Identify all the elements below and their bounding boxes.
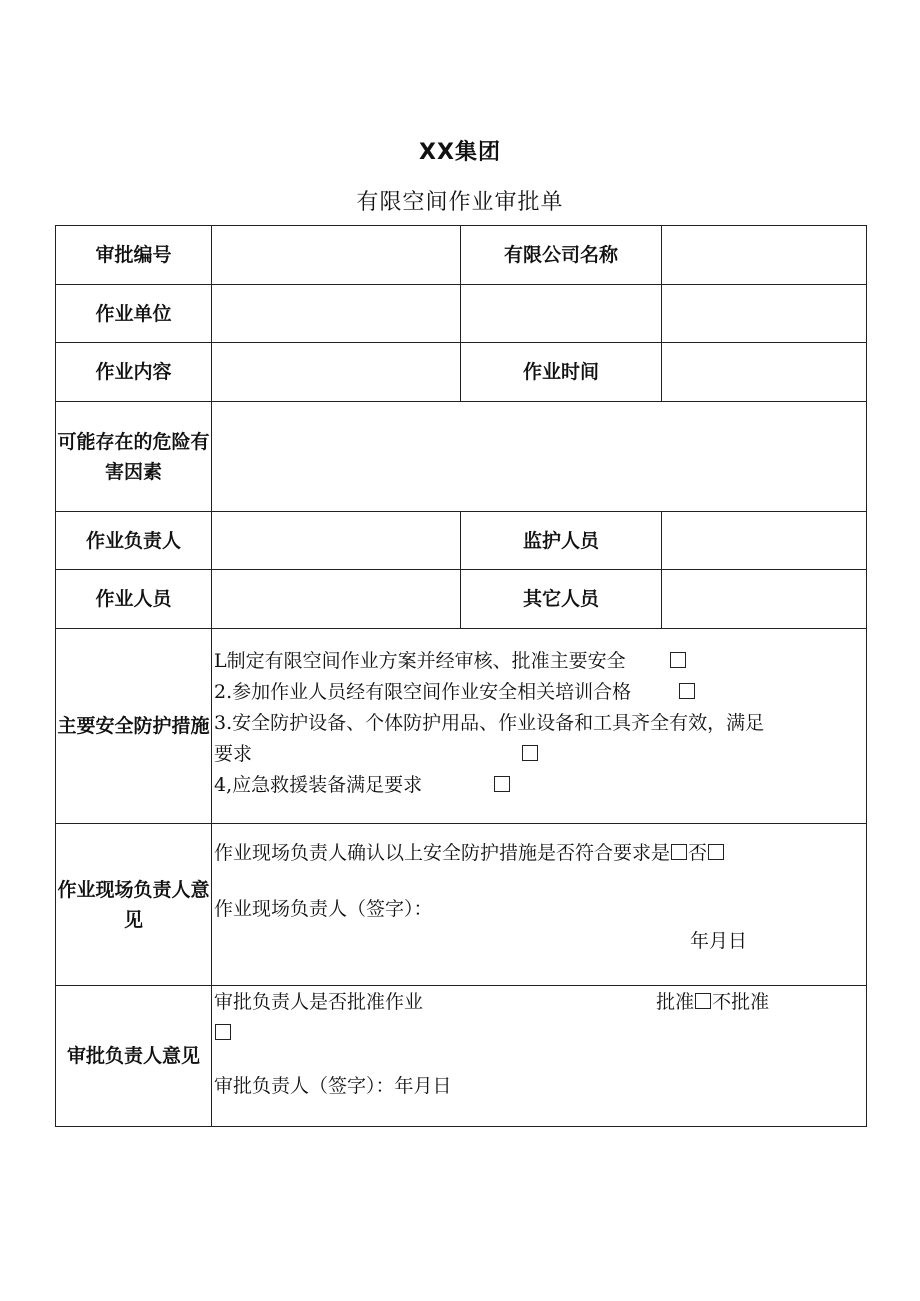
- table-row: [56, 629, 867, 824]
- measure-item-4: 4,应急救援装备满足要求: [214, 770, 860, 801]
- work-content-value[interactable]: [212, 343, 461, 402]
- approver-opinion-content: [212, 986, 867, 1127]
- measure-item-3: 3.安全防护设备、个体防护用品、作业设备和工具齐全有效，满足: [214, 712, 765, 734]
- site-yes-checkbox[interactable]: [671, 844, 687, 860]
- table-row: [56, 402, 867, 512]
- form-title: 有限空间作业审批单: [356, 190, 564, 215]
- site-date: 年月日: [690, 930, 748, 952]
- work-unit-value[interactable]: [212, 285, 461, 343]
- approver-question-line: 审批负责人是否批准作业 批准 不批准: [214, 991, 770, 1013]
- work-leader-value[interactable]: [212, 512, 461, 570]
- table-row: [56, 512, 867, 570]
- site-opinion-question: 作业现场负责人确认以上安全防护措施是否符合要求是 否: [214, 838, 860, 869]
- reject-checkbox[interactable]: [215, 1024, 231, 1040]
- measure-4-checkbox[interactable]: [494, 776, 510, 792]
- measures-content: [212, 629, 867, 824]
- work-unit-label: 作业单位: [56, 285, 212, 343]
- work-time-label: 作业时间: [461, 343, 662, 402]
- approval-no-value[interactable]: [212, 226, 461, 285]
- hazards-value[interactable]: [212, 402, 867, 512]
- measure-item-1: L制定有限空间作业方案并经审核、批准主要安全: [214, 646, 860, 677]
- monitor-value[interactable]: [662, 512, 867, 570]
- workers-label: 作业人员: [56, 570, 212, 629]
- approval-no-label: 审批编号: [56, 226, 212, 285]
- other-staff-label: 其它人员: [461, 570, 662, 629]
- work-time-value[interactable]: [662, 343, 867, 402]
- measure-2-checkbox[interactable]: [679, 683, 695, 699]
- hazards-label: 可能存在的危险有害因素: [56, 402, 212, 512]
- table-row: [56, 824, 867, 986]
- measure-3-checkbox[interactable]: [522, 745, 538, 761]
- table-row: [56, 226, 867, 285]
- site-no-checkbox[interactable]: [708, 844, 724, 860]
- table-row: [56, 570, 867, 629]
- reject-checkbox-line: [214, 1018, 860, 1049]
- table-row: [56, 343, 867, 402]
- work-unit-extra-cell[interactable]: [461, 285, 662, 343]
- approver-signature-line: 审批负责人（签字）：年月日: [214, 1075, 452, 1097]
- measures-label: 主要安全防护措施: [56, 629, 212, 824]
- approval-form-table: [55, 225, 867, 1127]
- other-staff-value[interactable]: [662, 570, 867, 629]
- workers-value[interactable]: [212, 570, 461, 629]
- approve-checkbox[interactable]: [695, 993, 711, 1009]
- measure-1-checkbox[interactable]: [670, 652, 686, 668]
- table-row: [56, 285, 867, 343]
- company-name-label: 有限公司名称: [461, 226, 662, 285]
- company-name-value[interactable]: [662, 226, 867, 285]
- work-leader-label: 作业负责人: [56, 512, 212, 570]
- measure-item-3-cont: 要求: [214, 739, 860, 770]
- measure-item-2: 2.参加作业人员经有限空间作业安全相关培训合格: [214, 677, 860, 708]
- monitor-label: 监护人员: [461, 512, 662, 570]
- site-signature-line: 作业现场负责人（签字）：: [214, 898, 433, 920]
- approve-option: 批准 不批准: [656, 991, 770, 1013]
- organization-name: XX集团: [419, 140, 501, 165]
- approver-opinion-label: 审批负责人意见: [56, 986, 212, 1127]
- site-opinion-content: [212, 824, 867, 986]
- work-content-label: 作业内容: [56, 343, 212, 402]
- table-row: [56, 986, 867, 1127]
- work-unit-extra-cell-2[interactable]: [662, 285, 867, 343]
- site-leader-opinion-label: 作业现场负责人意见: [56, 824, 212, 986]
